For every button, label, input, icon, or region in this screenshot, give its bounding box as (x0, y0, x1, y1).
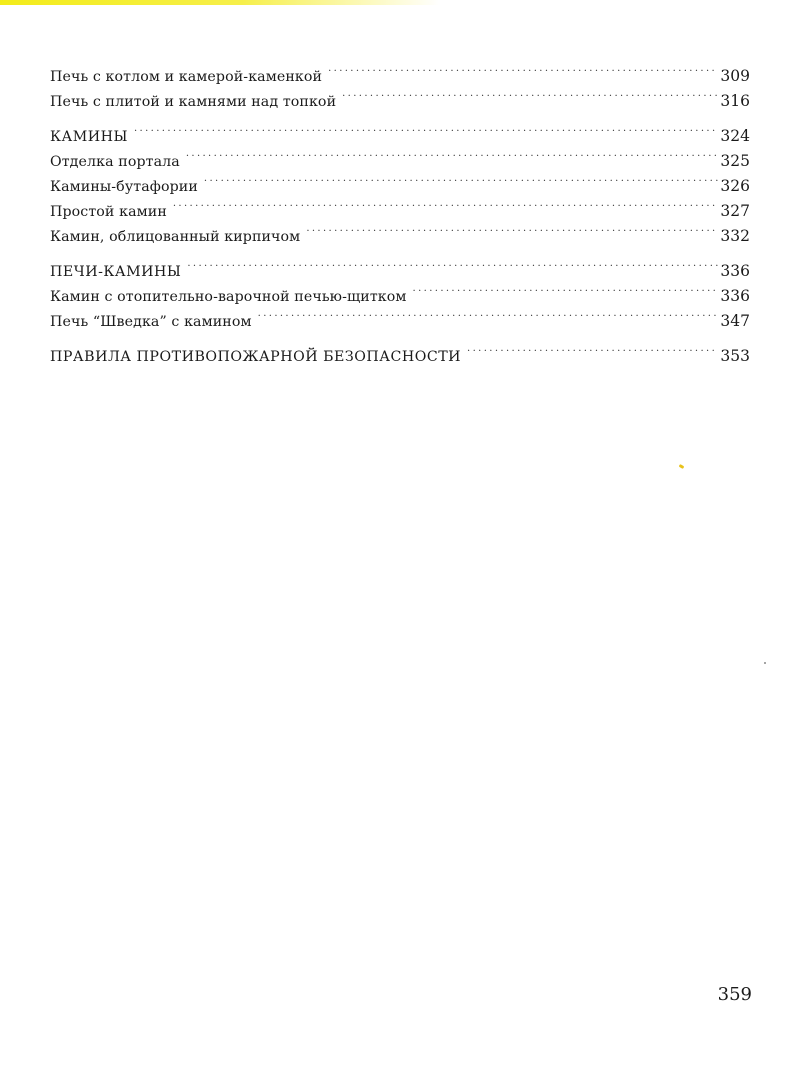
toc-entry-title: Печь “Шведка” с камином (50, 314, 252, 330)
table-of-contents (50, 56, 750, 371)
toc-entry-page: 353 (720, 347, 750, 365)
toc-entry-page: 324 (720, 127, 750, 145)
toc-entry-page: 336 (720, 287, 750, 305)
toc-group-stove-fireplaces (50, 251, 750, 330)
toc-section-heading[interactable] (50, 116, 750, 145)
page-number: 359 (717, 984, 752, 1005)
dot-leader (465, 336, 718, 361)
dot-leader (184, 141, 719, 166)
dot-leader (326, 56, 718, 81)
toc-section-heading[interactable] (50, 336, 750, 365)
toc-entry-page: 309 (720, 67, 750, 85)
dot-leader (202, 166, 718, 191)
toc-entry-page: 325 (720, 152, 750, 170)
toc-entry-title: ПЕЧИ-КАМИНЫ (50, 264, 182, 280)
top-accent-bar (0, 0, 440, 5)
toc-entry[interactable] (50, 141, 750, 170)
toc-entry-title: Камин с отопительно-варочной печью-щитком (50, 289, 407, 305)
toc-entry-page: 332 (720, 227, 750, 245)
dot-leader (411, 276, 719, 301)
toc-entry-title: Камин, облицованный кирпичом (50, 229, 301, 245)
dot-leader (185, 251, 718, 276)
toc-entry-page: 347 (720, 312, 750, 330)
toc-group-sauna-stoves (50, 56, 750, 110)
toc-entry-title: Печь с плитой и камнями над топкой (50, 94, 337, 110)
toc-entry-page: 326 (720, 177, 750, 195)
toc-entry[interactable] (50, 56, 750, 85)
toc-entry-title: ПРАВИЛА ПРОТИВОПОЖАРНОЙ БЕЗОПАСНОСТИ (50, 349, 462, 365)
toc-section-heading[interactable] (50, 251, 750, 280)
toc-entry-page: 336 (720, 262, 750, 280)
toc-entry-title: Камины-бутафории (50, 179, 198, 195)
dot-leader (304, 216, 718, 241)
dot-leader (132, 116, 718, 141)
toc-entry-title: КАМИНЫ (50, 129, 128, 145)
toc-group-fire-safety (50, 336, 750, 365)
toc-entry-title: Простой камин (50, 204, 167, 220)
dot-leader (171, 191, 719, 216)
toc-entry-page: 327 (720, 202, 750, 220)
toc-entry-title: Печь с котлом и камерой-каменкой (50, 69, 323, 85)
toc-entry-title: Отделка портала (50, 154, 180, 170)
scan-speck (764, 662, 766, 664)
toc-group-fireplaces (50, 116, 750, 245)
scan-speck (679, 464, 685, 469)
dot-leader (256, 301, 719, 326)
toc-entry-page: 316 (720, 92, 750, 110)
dot-leader (340, 81, 718, 106)
